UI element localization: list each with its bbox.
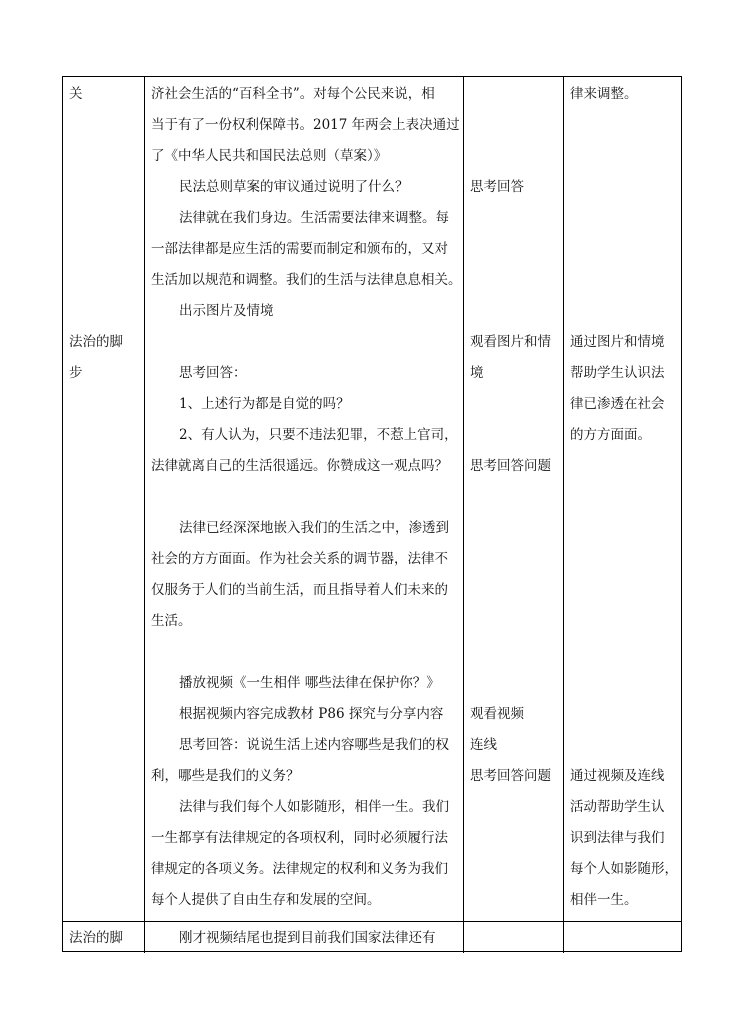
student-activity-line: 思考回答	[470, 179, 524, 195]
teacher-activity-line: 根据视频内容完成教材 P86 探究与分享内容	[179, 706, 444, 722]
section-label-line: 关	[69, 86, 83, 102]
blank-line	[570, 699, 678, 730]
teacher-activity-line: 利，哪些是我们的义务？	[151, 768, 300, 784]
teacher-activity-line: 法律与我们每个人如影随形，相伴一生。我们	[179, 799, 449, 815]
blank-line	[470, 575, 551, 606]
teacher-activity-line: 一生都享有法律规定的各项权利，同时必须履行法	[151, 830, 448, 846]
column-divider	[563, 77, 564, 953]
blank-line	[570, 451, 678, 482]
teacher-activity-line	[151, 327, 462, 358]
student-activity-line: 思考回答问题	[470, 458, 551, 474]
student-activity-line: 思考回答问题	[470, 768, 551, 784]
teacher-activity-line: 法律就在我们身边。生活需要法律来调整。每	[179, 210, 449, 226]
blank-line	[570, 575, 678, 606]
blank-line	[570, 606, 678, 637]
student-activity-column	[470, 79, 551, 792]
blank-line	[470, 141, 551, 172]
design-intent-line: 识到法律与我们	[570, 830, 665, 846]
section-label-next: 法治的脚	[69, 930, 123, 946]
blank-line	[570, 637, 678, 668]
teacher-activity-line: 思考回答：说说生活上述内容哪些是我们的权	[179, 737, 449, 753]
teacher-activity-line: 了《中华人民共和国民法总则（草案）》	[151, 148, 388, 164]
teacher-activity-line: 生活加以规范和调整。我们的生活与法律息息相关。	[151, 272, 462, 288]
blank-line	[570, 296, 678, 327]
blank-line	[470, 668, 551, 699]
teacher-activity-line: 生活。	[151, 613, 192, 629]
blank-line	[470, 544, 551, 575]
blank-line	[470, 110, 551, 141]
section-column	[69, 79, 123, 389]
student-activity-line: 境	[470, 365, 484, 381]
design-intent-line: 律来调整。	[570, 86, 638, 102]
column-divider	[144, 77, 145, 953]
teacher-activity-line: 当于有了一份权利保障书。2017 年两会上表决通过	[151, 117, 460, 133]
blank-line	[570, 265, 678, 296]
design-intent-line: 每个人如影随形，	[570, 861, 678, 877]
blank-line	[570, 513, 678, 544]
section-label-line	[69, 110, 123, 141]
blank-line	[570, 730, 678, 761]
teacher-activity-line: 济社会生活的“百科全书”。对每个公民来说，相	[151, 86, 435, 102]
blank-line	[570, 482, 678, 513]
teacher-activity-next: 刚才视频结尾也提到目前我们国家法律还有	[179, 930, 436, 946]
teacher-activity-line: 社会的方方面面。作为社会关系的调节器，法律不	[151, 551, 448, 567]
student-activity-line: 观看图片和情	[470, 334, 551, 350]
design-intent-line: 律已渗透在社会	[570, 396, 665, 412]
blank-line	[570, 203, 678, 234]
blank-line	[470, 513, 551, 544]
teacher-activity-column	[151, 79, 462, 916]
blank-line	[570, 668, 678, 699]
blank-line	[470, 420, 551, 451]
student-activity-line: 观看视频	[470, 706, 524, 722]
blank-line	[470, 234, 551, 265]
teacher-activity-line	[151, 482, 462, 513]
blank-line	[470, 296, 551, 327]
student-activity-line: 连线	[470, 737, 497, 753]
teacher-activity-line: 播放视频《一生相伴 哪些法律在保护你？》	[179, 675, 440, 691]
teacher-activity-line: 法律已经深深地嵌入我们的生活之中，渗透到	[179, 520, 449, 536]
teacher-activity-line: 1、上述行为都是自觉的吗？	[179, 396, 350, 412]
row-divider	[63, 921, 681, 922]
teacher-activity-line	[151, 637, 462, 668]
design-intent-line: 通过视频及连线	[570, 768, 665, 784]
blank-line	[470, 79, 551, 110]
lesson-plan-table	[62, 76, 682, 952]
column-divider	[463, 77, 464, 953]
design-intent-line: 活动帮助学生认	[570, 799, 665, 815]
section-label-line	[69, 234, 123, 265]
blank-line	[470, 265, 551, 296]
teacher-activity-line: 出示图片及情境	[179, 303, 274, 319]
blank-line	[570, 544, 678, 575]
teacher-activity-line: 仅服务于人们的当前生活，而且指导着人们未来的	[151, 582, 448, 598]
section-label-line	[69, 141, 123, 172]
blank-line	[570, 172, 678, 203]
blank-line	[470, 606, 551, 637]
design-intent-line: 相伴一生。	[570, 892, 638, 908]
design-intent-column	[570, 79, 678, 916]
section-label-line	[69, 265, 123, 296]
section-label-line	[69, 203, 123, 234]
blank-line	[570, 141, 678, 172]
teacher-activity-line: 2、有人认为，只要不违法犯罪，不惹上官司，	[179, 427, 458, 443]
design-intent-line: 帮助学生认识法	[570, 365, 665, 381]
section-label-line	[69, 296, 123, 327]
blank-line	[470, 482, 551, 513]
section-label-line: 步	[69, 365, 83, 381]
teacher-activity-line: 每个人提供了自由生存和发展的空间。	[151, 892, 381, 908]
design-intent-line: 的方方面面。	[570, 427, 651, 443]
blank-line	[570, 234, 678, 265]
teacher-activity-line: 民法总则草案的审议通过说明了什么？	[179, 179, 409, 195]
teacher-activity-line: 律规定的各项义务。法律规定的权利和义务为我们	[151, 861, 448, 877]
section-label-line	[69, 172, 123, 203]
teacher-activity-line: 一部法律都是应生活的需要而制定和颁布的，又对	[151, 241, 448, 257]
blank-line	[570, 110, 678, 141]
design-intent-line: 通过图片和情境	[570, 334, 665, 350]
teacher-activity-line: 思考回答：	[179, 365, 247, 381]
blank-line	[470, 389, 551, 420]
teacher-activity-line: 法律就离自己的生活很遥远。你赞成这一观点吗？	[151, 458, 448, 474]
blank-line	[470, 637, 551, 668]
blank-line	[470, 203, 551, 234]
section-label-line: 法治的脚	[69, 334, 123, 350]
